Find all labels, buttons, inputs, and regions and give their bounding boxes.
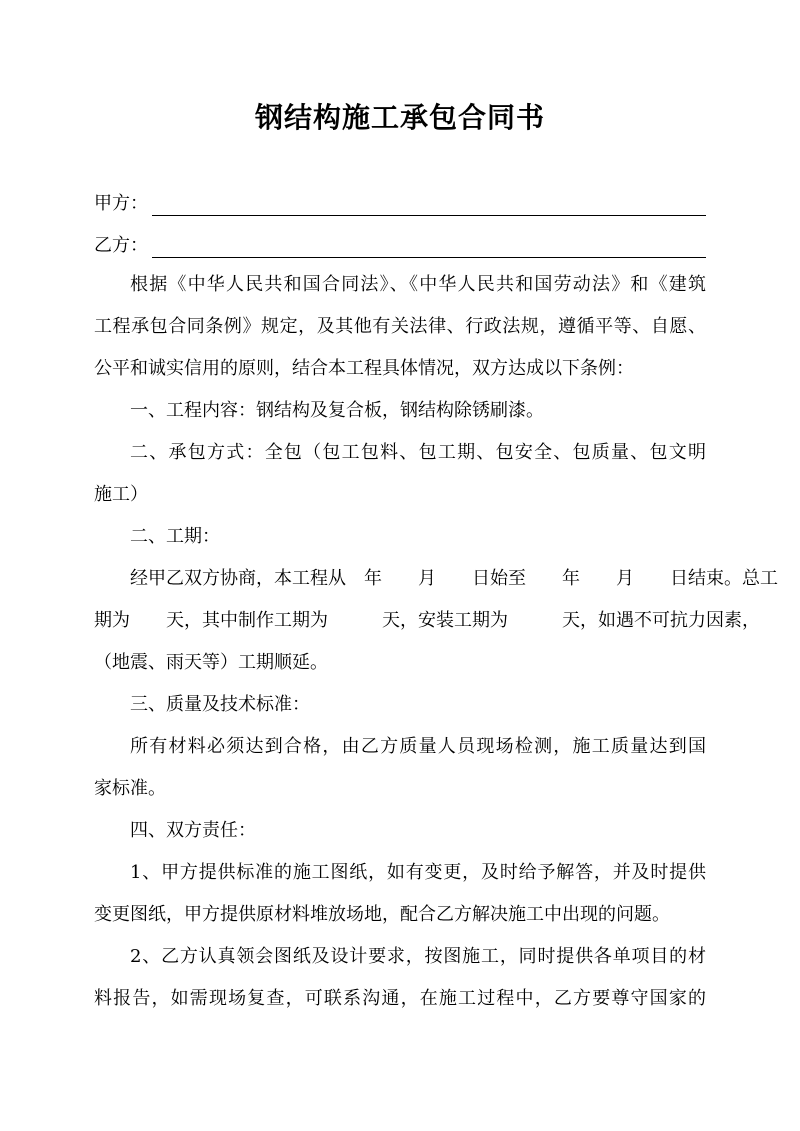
responsibility-1-line-1: 1、甲方提供标准的施工图纸，如有变更，及时给予解答，并及时提供: [130, 862, 706, 883]
schedule-line-1: 经甲乙双方协商，本工程从 年 月 日始至 年 月 日结束。总工: [130, 568, 778, 589]
quality-line-1: 所有材料必须达到合格，由乙方质量人员现场检测，施工质量达到国: [130, 736, 706, 757]
preamble-line-2: 工程承包合同条例》规定，及其他有关法律、行政法规，遵循平等、自愿、: [94, 316, 706, 337]
responsibility-1-line-2: 变更图纸，甲方提供原材料堆放场地，配合乙方解决施工中出现的问题。: [94, 904, 670, 925]
quality-line-2: 家标准。: [94, 778, 166, 799]
party-b-label: 乙方：: [94, 235, 148, 256]
preamble-line-1: 根据《中华人民共和国合同法》、《中华人民共和国劳动法》和《建筑: [130, 274, 706, 295]
party-a-label: 甲方：: [94, 193, 148, 214]
schedule-line-2: 期为 天，其中制作工期为 天，安装工期为 天，如遇不可抗力因素，: [94, 610, 760, 631]
section-schedule-heading: 二、工期：: [130, 526, 220, 547]
section-contract-mode-line-2: 施工）: [94, 484, 148, 505]
responsibility-2-line-1: 2、乙方认真领会图纸及设计要求，按图施工，同时提供各单项目的材: [130, 946, 706, 967]
party-a-field: [94, 186, 706, 216]
party-a-blank-line: [152, 193, 706, 216]
schedule-line-3: （地震、雨天等）工期顺延。: [94, 652, 328, 673]
party-b-field: [94, 228, 706, 258]
responsibility-2-line-2: 料报告，如需现场复查，可联系沟通，在施工过程中，乙方要尊守国家的: [94, 988, 706, 1009]
section-scope: 一、工程内容：钢结构及复合板，钢结构除锈刷漆。: [130, 400, 544, 421]
preamble-line-3: 公平和诚实信用的原则，结合本工程具体情况，双方达成以下条例：: [94, 358, 634, 379]
section-responsibilities-heading: 四、双方责任：: [130, 820, 256, 841]
document-title: 钢结构施工承包合同书: [254, 101, 545, 134]
section-quality-heading: 三、质量及技术标准：: [130, 694, 310, 715]
section-contract-mode-line-1: 二、承包方式：全包（包工包料、包工期、包安全、包质量、包文明: [130, 442, 706, 463]
party-b-blank-line: [152, 235, 706, 258]
